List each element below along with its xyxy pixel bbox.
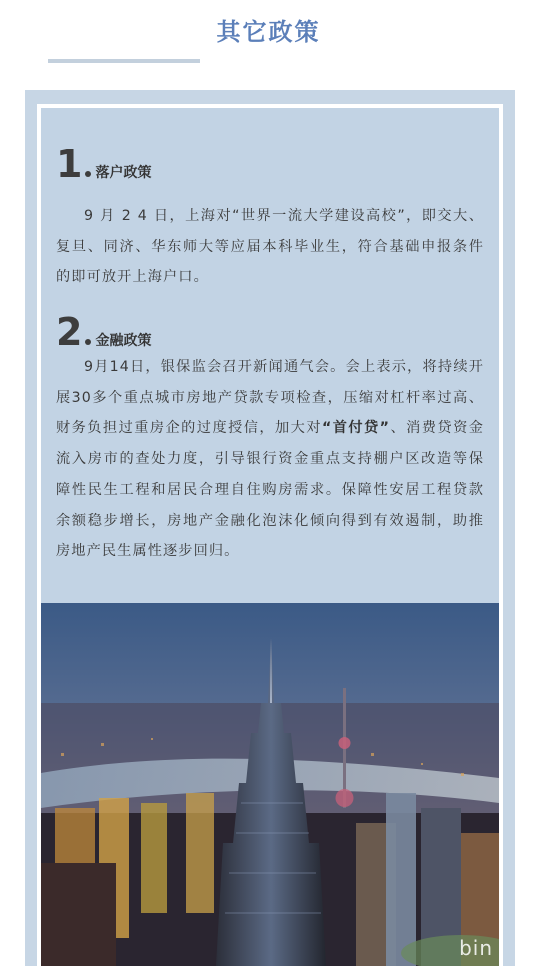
bullet-dot bbox=[85, 171, 91, 177]
skyline-illustration bbox=[41, 603, 499, 966]
section-paragraph-1: 9 月 2 4 日，上海对“世界一流大学建设高校”，即交大、复旦、同济、华东师大等应届本科毕业生，符合基础申报条件的即可放开上海户口。 bbox=[56, 208, 484, 286]
title-underline bbox=[48, 59, 200, 63]
paragraph-text: 、消费贷资金流入房市的查处力度，引导银行资金重点支持棚户区改造等保障性民生工程和居民合理自住购房需求。保障性安居工程贷款余额稳步增长，房地产金融化泡沫化倾向得到有效遏制，助推房地产民生属性逐步回归。 bbox=[56, 420, 484, 560]
section-paragraph-2 bbox=[56, 352, 484, 567]
section-heading-1 bbox=[56, 142, 152, 186]
section-title: 落户政策 bbox=[95, 165, 152, 181]
page-title: 其它政策 bbox=[216, 18, 321, 46]
emphasis-text: “首付贷” bbox=[321, 420, 391, 437]
section-number: 2 bbox=[56, 310, 83, 354]
city-skyline-photo bbox=[41, 603, 499, 966]
section-heading-2 bbox=[56, 310, 152, 354]
watermark: bin bbox=[459, 936, 493, 960]
bullet-dot bbox=[85, 339, 91, 345]
paragraph-text: 9月14日，银保监会召开新闻通气会。会上表示，将持续开展30多个重点城市房地产贷款专项检查，压缩对杠杆率过高、财务负担过重房企的过度授信，加大对 bbox=[56, 359, 484, 437]
section-number: 1 bbox=[56, 142, 83, 186]
section-title: 金融政策 bbox=[95, 333, 152, 349]
